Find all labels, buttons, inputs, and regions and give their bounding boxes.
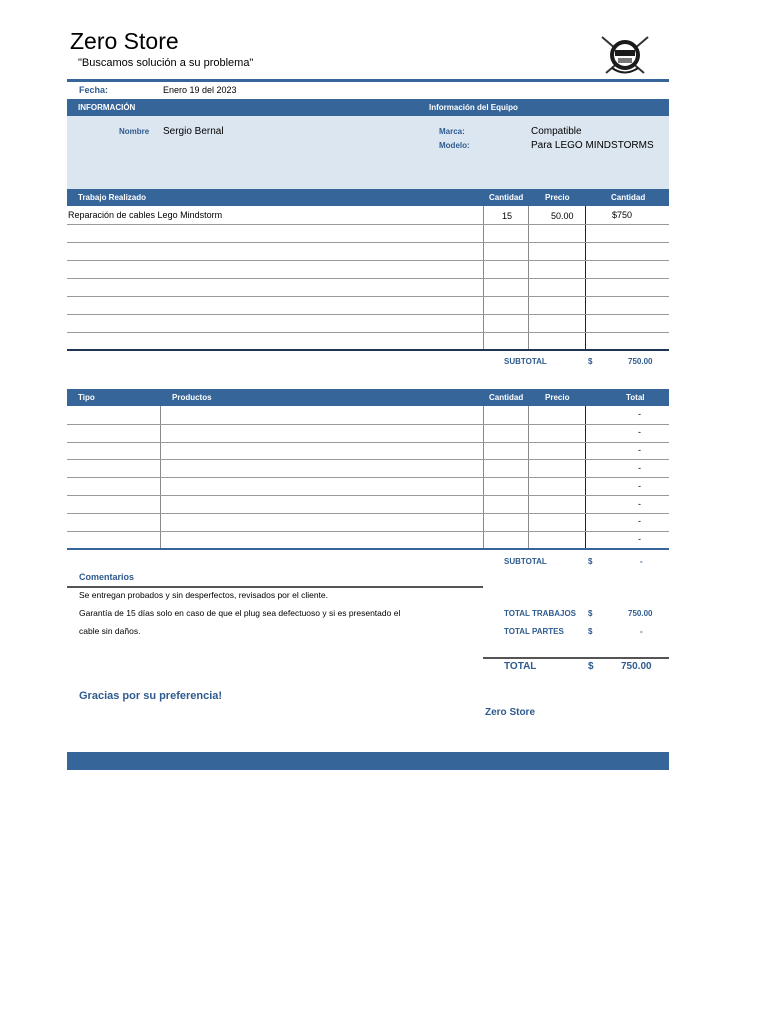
products-col-price: Precio: [545, 393, 570, 402]
footer-bar: [67, 752, 669, 770]
total-work-label: TOTAL TRABAJOS: [504, 609, 577, 618]
products-subtotal-value: -: [640, 557, 643, 566]
brand-value: Compatible: [531, 126, 582, 137]
products-col-type: Tipo: [78, 393, 95, 402]
work-row-total: $750: [612, 210, 633, 220]
grand-total-currency: $: [588, 661, 594, 672]
work-col-price: Precio: [545, 193, 570, 202]
products-table-header: [67, 389, 669, 406]
thanks-message: Gracias por su preferencia!: [79, 690, 223, 702]
comment-line: Se entregan probados y sin desperfectos, revisados por el cliente.: [79, 590, 329, 600]
work-col-total: Cantidad: [611, 193, 646, 202]
knight-helmet-crossed-swords-icon: [598, 33, 652, 77]
product-row-total: -: [638, 534, 641, 544]
model-value: Para LEGO MINDSTORMS: [531, 140, 654, 151]
header-rule: [67, 79, 669, 82]
work-subtotal-currency: $: [588, 357, 593, 366]
products-subtotal-label: SUBTOTAL: [504, 557, 547, 566]
comment-line: cable sin daños.: [79, 626, 141, 636]
name-value: Sergio Bernal: [163, 126, 224, 137]
signature: Zero Store: [485, 707, 536, 718]
work-col-qty: Cantidad: [489, 193, 524, 202]
grand-total-rule: [483, 657, 669, 659]
work-row-qty: 15: [502, 211, 513, 221]
product-row-total: -: [638, 516, 641, 526]
products-col-products: Productos: [172, 393, 212, 402]
total-work-currency: $: [588, 609, 593, 618]
grand-total-label: TOTAL: [504, 661, 537, 672]
model-label: Modelo:: [439, 141, 470, 150]
comments-title: Comentarios: [79, 572, 135, 582]
name-label: Nombre: [119, 127, 150, 136]
store-name: Zero Store: [70, 28, 179, 54]
comment-line: Garantía de 15 días solo en caso de que el plug sea defectuoso y si es presentado el: [79, 608, 401, 618]
products-subtotal-currency: $: [588, 557, 593, 566]
total-parts-label: TOTAL PARTES: [504, 627, 564, 636]
products-col-total: Total: [626, 393, 645, 402]
info-header-bar: [67, 99, 669, 116]
work-subtotal-label: SUBTOTAL: [504, 357, 547, 366]
comments-rule: [67, 586, 483, 588]
product-row-total: -: [638, 445, 641, 455]
date-value: Enero 19 del 2023: [163, 85, 237, 95]
info-header-left: INFORMACIÓN: [78, 103, 136, 112]
work-col-desc: Trabajo Realizado: [78, 193, 147, 202]
work-row-desc: Reparación de cables Lego Mindstorm: [68, 210, 223, 220]
work-row-price: 50.00: [551, 211, 574, 221]
date-label: Fecha:: [79, 85, 109, 95]
info-panel: [67, 116, 669, 189]
grand-total-value: 750.00: [621, 661, 652, 672]
total-parts-currency: $: [588, 627, 593, 636]
total-parts-value: -: [640, 627, 643, 636]
info-header-right: Información del Equipo: [429, 103, 518, 112]
products-col-qty: Cantidad: [489, 393, 524, 402]
store-slogan: "Buscamos solución a su problema": [78, 57, 254, 69]
product-row-total: -: [638, 499, 641, 509]
product-row-total: -: [638, 409, 641, 419]
work-table-header: [67, 189, 669, 206]
product-row-total: -: [638, 481, 641, 491]
product-row-total: -: [638, 463, 641, 473]
brand-label: Marca:: [439, 127, 465, 136]
product-row-total: -: [638, 427, 641, 437]
total-work-value: 750.00: [628, 609, 653, 618]
work-subtotal-value: 750.00: [628, 357, 653, 366]
